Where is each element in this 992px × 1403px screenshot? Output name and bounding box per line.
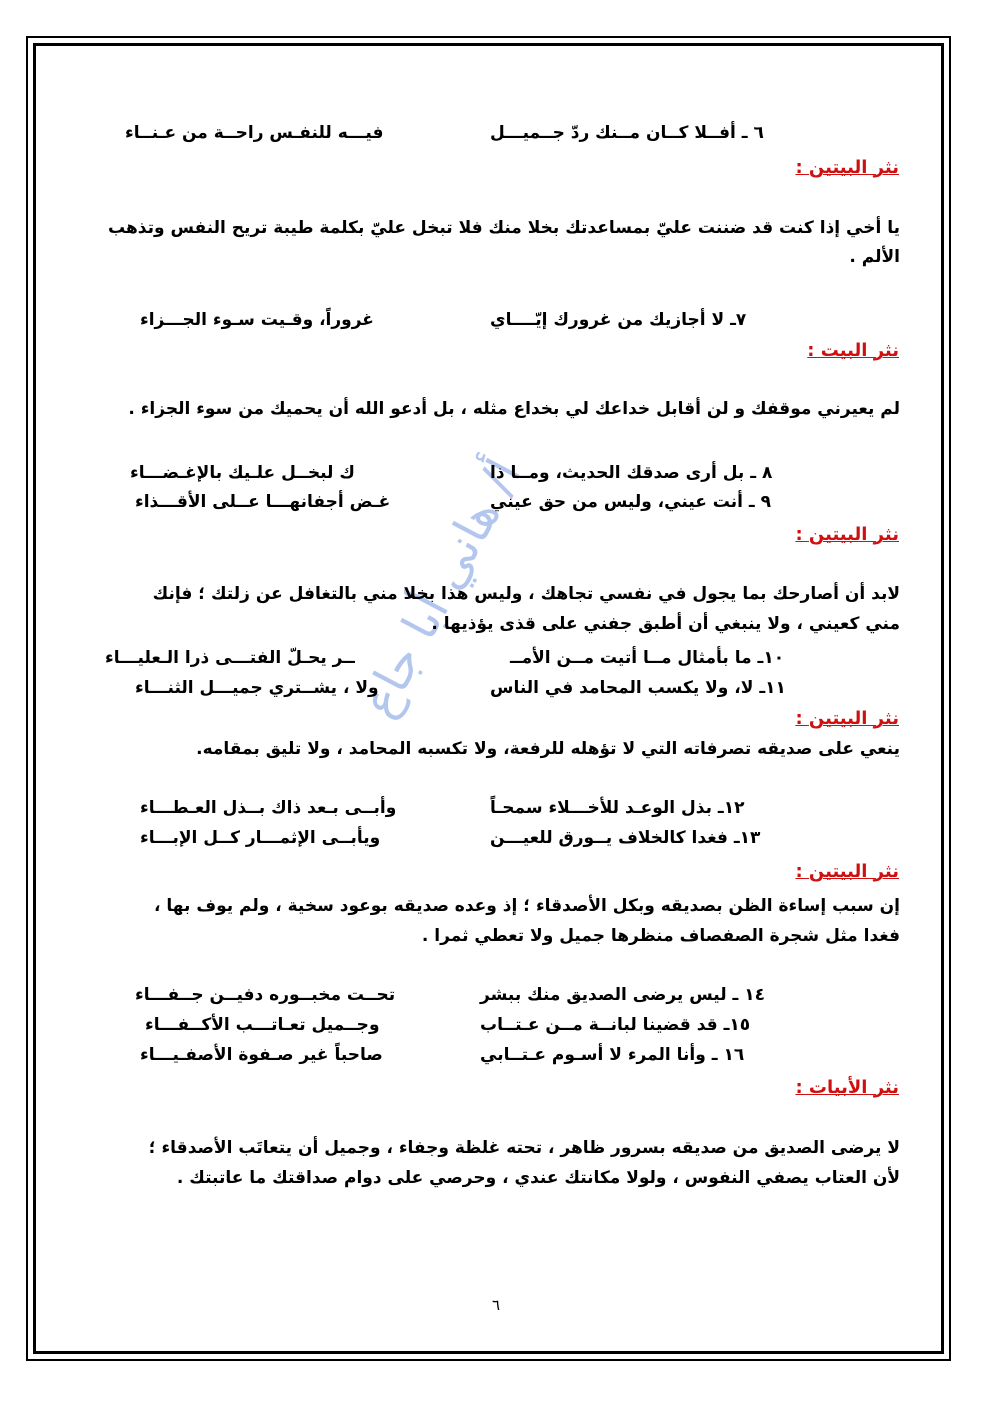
paraphrase-line: لابد أن أصارحك بما يجول في نفسي تجاهك ، وليس هذا بخلا مني بالتغافل عن زلتك ؛ فإنك — [152, 584, 900, 604]
verse-10-first-hemistich: ١٠ـ ما بأمثال مــا أتيت مــن الأمــ — [510, 648, 785, 668]
paraphrase-line: يا أخي إذا كنت قد ضننت عليّ بمساعدتك بخلا منك فلا تبخل عليّ بكلمة طيبة تريح النفس وتذهب — [107, 218, 900, 238]
paraphrase-line: الألم . — [849, 247, 900, 267]
paraphrase-line: مني كعيني ، ولا ينبغي أن أطبق جفني على قذى يؤذيها . — [431, 614, 900, 634]
verse-12-second-hemistich: وأبــى بـعد ذاك بــذل العـطـــاء — [140, 798, 397, 818]
verse-11-first-hemistich: ١١ـ لا، ولا يكسب المحامد في الناس — [490, 678, 786, 698]
section-heading: نثر الأبيات : — [795, 1077, 899, 1098]
verse-8-first-hemistich: ٨ ـ بل أرى صدقك الحديث، ومــا ذا — [490, 463, 773, 483]
section-heading: نثر البيت : — [807, 340, 899, 361]
section-heading: نثر البيتين : — [795, 157, 899, 178]
paraphrase-line: إن سبب إساءة الظن بصديقه وبكل الأصدقاء ؛ إذ وعده صديقه بوعود سخية ، ولم يوف بها ، — [154, 896, 900, 916]
watermark: أ/ هاني أبا جاع — [350, 450, 533, 727]
verse-9-first-hemistich: ٩ ـ أنت عيني، وليس من حق عيني — [490, 492, 771, 512]
paraphrase-line: لم يعيرني موقفك و لن أقابل خداعك لي بخداع مثله ، بل أدعو الله أن يحميك من سوء الجزاء . — [128, 399, 900, 419]
paraphrase-line: لأن العتاب يصفي النفوس ، ولولا مكانتك عندي ، وحرصي على دوام صداقتك ما عاتبتك . — [176, 1168, 900, 1188]
verse-7-first-hemistich: ٧ـ لا أجازيك من غرورك إيّــــاي — [490, 310, 747, 330]
verse-15-second-hemistich: وجــميل تعـاتـــب الأكــفـــاء — [145, 1015, 380, 1035]
verse-12-first-hemistich: ١٢ـ بذل الوعـد للأخـــلاء سمحـاً — [490, 798, 745, 818]
verse-6-second-hemistich: فيـــه للنفـس راحــة من عـنــاء — [125, 123, 384, 143]
verse-14-first-hemistich: ١٤ ـ ليس يرضى الصديق منك ببشر — [480, 985, 766, 1005]
verse-11-second-hemistich: ولا ، يشــتري جميـــل الثنـــاء — [135, 678, 379, 698]
verse-7-second-hemistich: غروراً، وقـيت سـوء الجـــزاء — [140, 310, 374, 330]
verse-6-first-hemistich: ٦ ـ أفــلا كــان مــنك ردّ جــميـــل — [490, 123, 764, 143]
verse-16-second-hemistich: صاحباً غير صـفوة الأصفـيـــاء — [140, 1045, 383, 1065]
verse-10-second-hemistich: ــر يحـلّ الفتـــى ذرا الـعليـــاء — [105, 648, 355, 668]
verse-13-second-hemistich: ويأبــى الإثمـــار كــل الإبـــاء — [140, 828, 381, 848]
page-number: ٦ — [491, 1296, 501, 1314]
paraphrase-line: فغدا مثل شجرة الصفصاف منظرها جميل ولا تعطي ثمرا . — [421, 926, 900, 946]
section-heading: نثر البيتين : — [795, 861, 899, 882]
verse-14-second-hemistich: تحــت مخبــوره دفيــن جــفـــاء — [135, 985, 396, 1005]
verse-8-second-hemistich: ك لبخــل علـيك بالإغـضـــاء — [130, 463, 355, 483]
verse-16-first-hemistich: ١٦ ـ وأنا المرء لا أسـوم عـتــابي — [480, 1045, 745, 1065]
verse-13-first-hemistich: ١٣ـ فغدا كالخلاف يــورق للعيـــن — [490, 828, 761, 848]
verse-9-second-hemistich: غـض أجفانهـــا عــلى الأقـــذاء — [135, 492, 391, 512]
paraphrase-line: ينعي على صديقه تصرفاته التي لا تؤهله للرفعة، ولا تكسبه المحامد ، ولا تليق بمقامه. — [196, 739, 900, 759]
section-heading: نثر البيتين : — [795, 524, 899, 545]
verse-15-first-hemistich: ١٥ـ قد قضينا لبانــة مــن عـتــاب — [480, 1015, 751, 1035]
paraphrase-line: لا يرضى الصديق من صديقه بسرور ظاهر ، تحته غلظة وجفاء ، وجميل أن يتعاتَب الأصدقاء ؛ — [148, 1138, 900, 1158]
section-heading: نثر البيتين : — [795, 708, 899, 729]
